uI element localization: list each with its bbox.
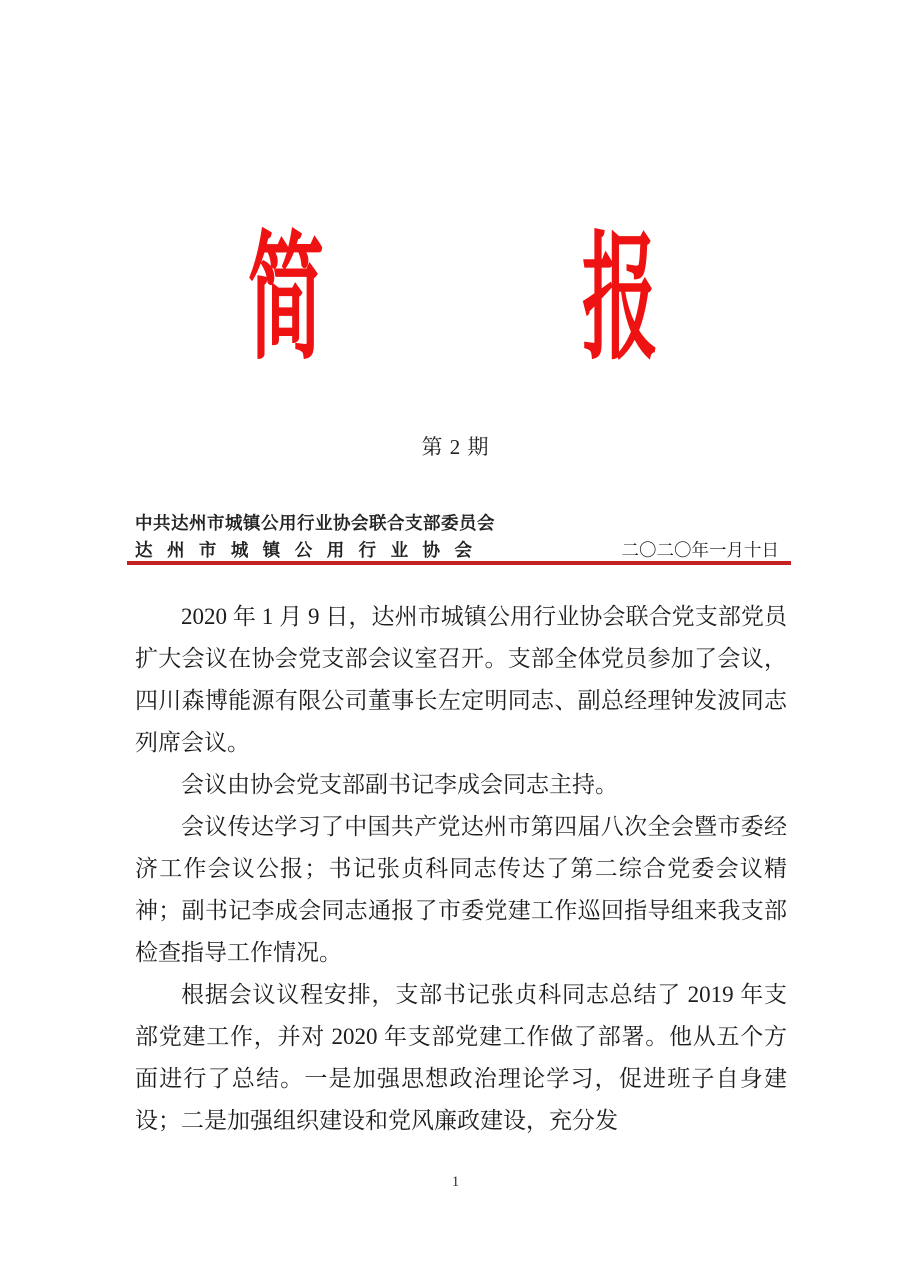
bulletin-title-char-bao: 报 (582, 223, 658, 376)
issue-date: 二〇二〇年一月十日 (621, 540, 779, 560)
masthead (135, 510, 791, 563)
issuer-association-name: 达州市城镇公用行业协会 (135, 540, 472, 560)
body-paragraph-1: 2020 年 1 月 9 日，达州市城镇公用行业协会联合党支部党员扩大会议在协会党支部会议室召开。支部全体党员参加了会议，四川森博能源有限公司董事长左定明同志、副总经理钟发波同志列席会议。 (135, 604, 787, 755)
body-paragraph-4: 根据会议议程安排，支部书记张贞科同志总结了 2019 年支部党建工作，并对 2020 年支部党建工作做了部署。他从五个方面进行了总结。一是加强思想政治理论学习，促进班子自身建设；二是加强组织建设和党风廉政建设，充分发 (135, 982, 787, 1133)
issue-number: 第 2 期 (421, 435, 490, 459)
body-paragraph-2: 会议由协会党支部副书记李成会同志主持。 (181, 772, 618, 797)
masthead-divider-rule (127, 561, 791, 565)
body-paragraph-3: 会议传达学习了中国共产党达州市第四届八次全会暨市委经济工作会议公报；书记张贞科同志传达了第二综合党委会议精神；副书记李成会同志通报了市委党建工作巡回指导组来我支部检查指导工作情况。 (135, 814, 787, 965)
bulletin-title (0, 223, 911, 376)
body-text (135, 596, 787, 1142)
page-number: 1 (451, 1174, 460, 1190)
masthead-row (135, 537, 791, 563)
issuer-committee-name: 中共达州市城镇公用行业协会联合支部委员会 (135, 513, 495, 533)
bulletin-title-char-jian: 简 (248, 223, 324, 376)
